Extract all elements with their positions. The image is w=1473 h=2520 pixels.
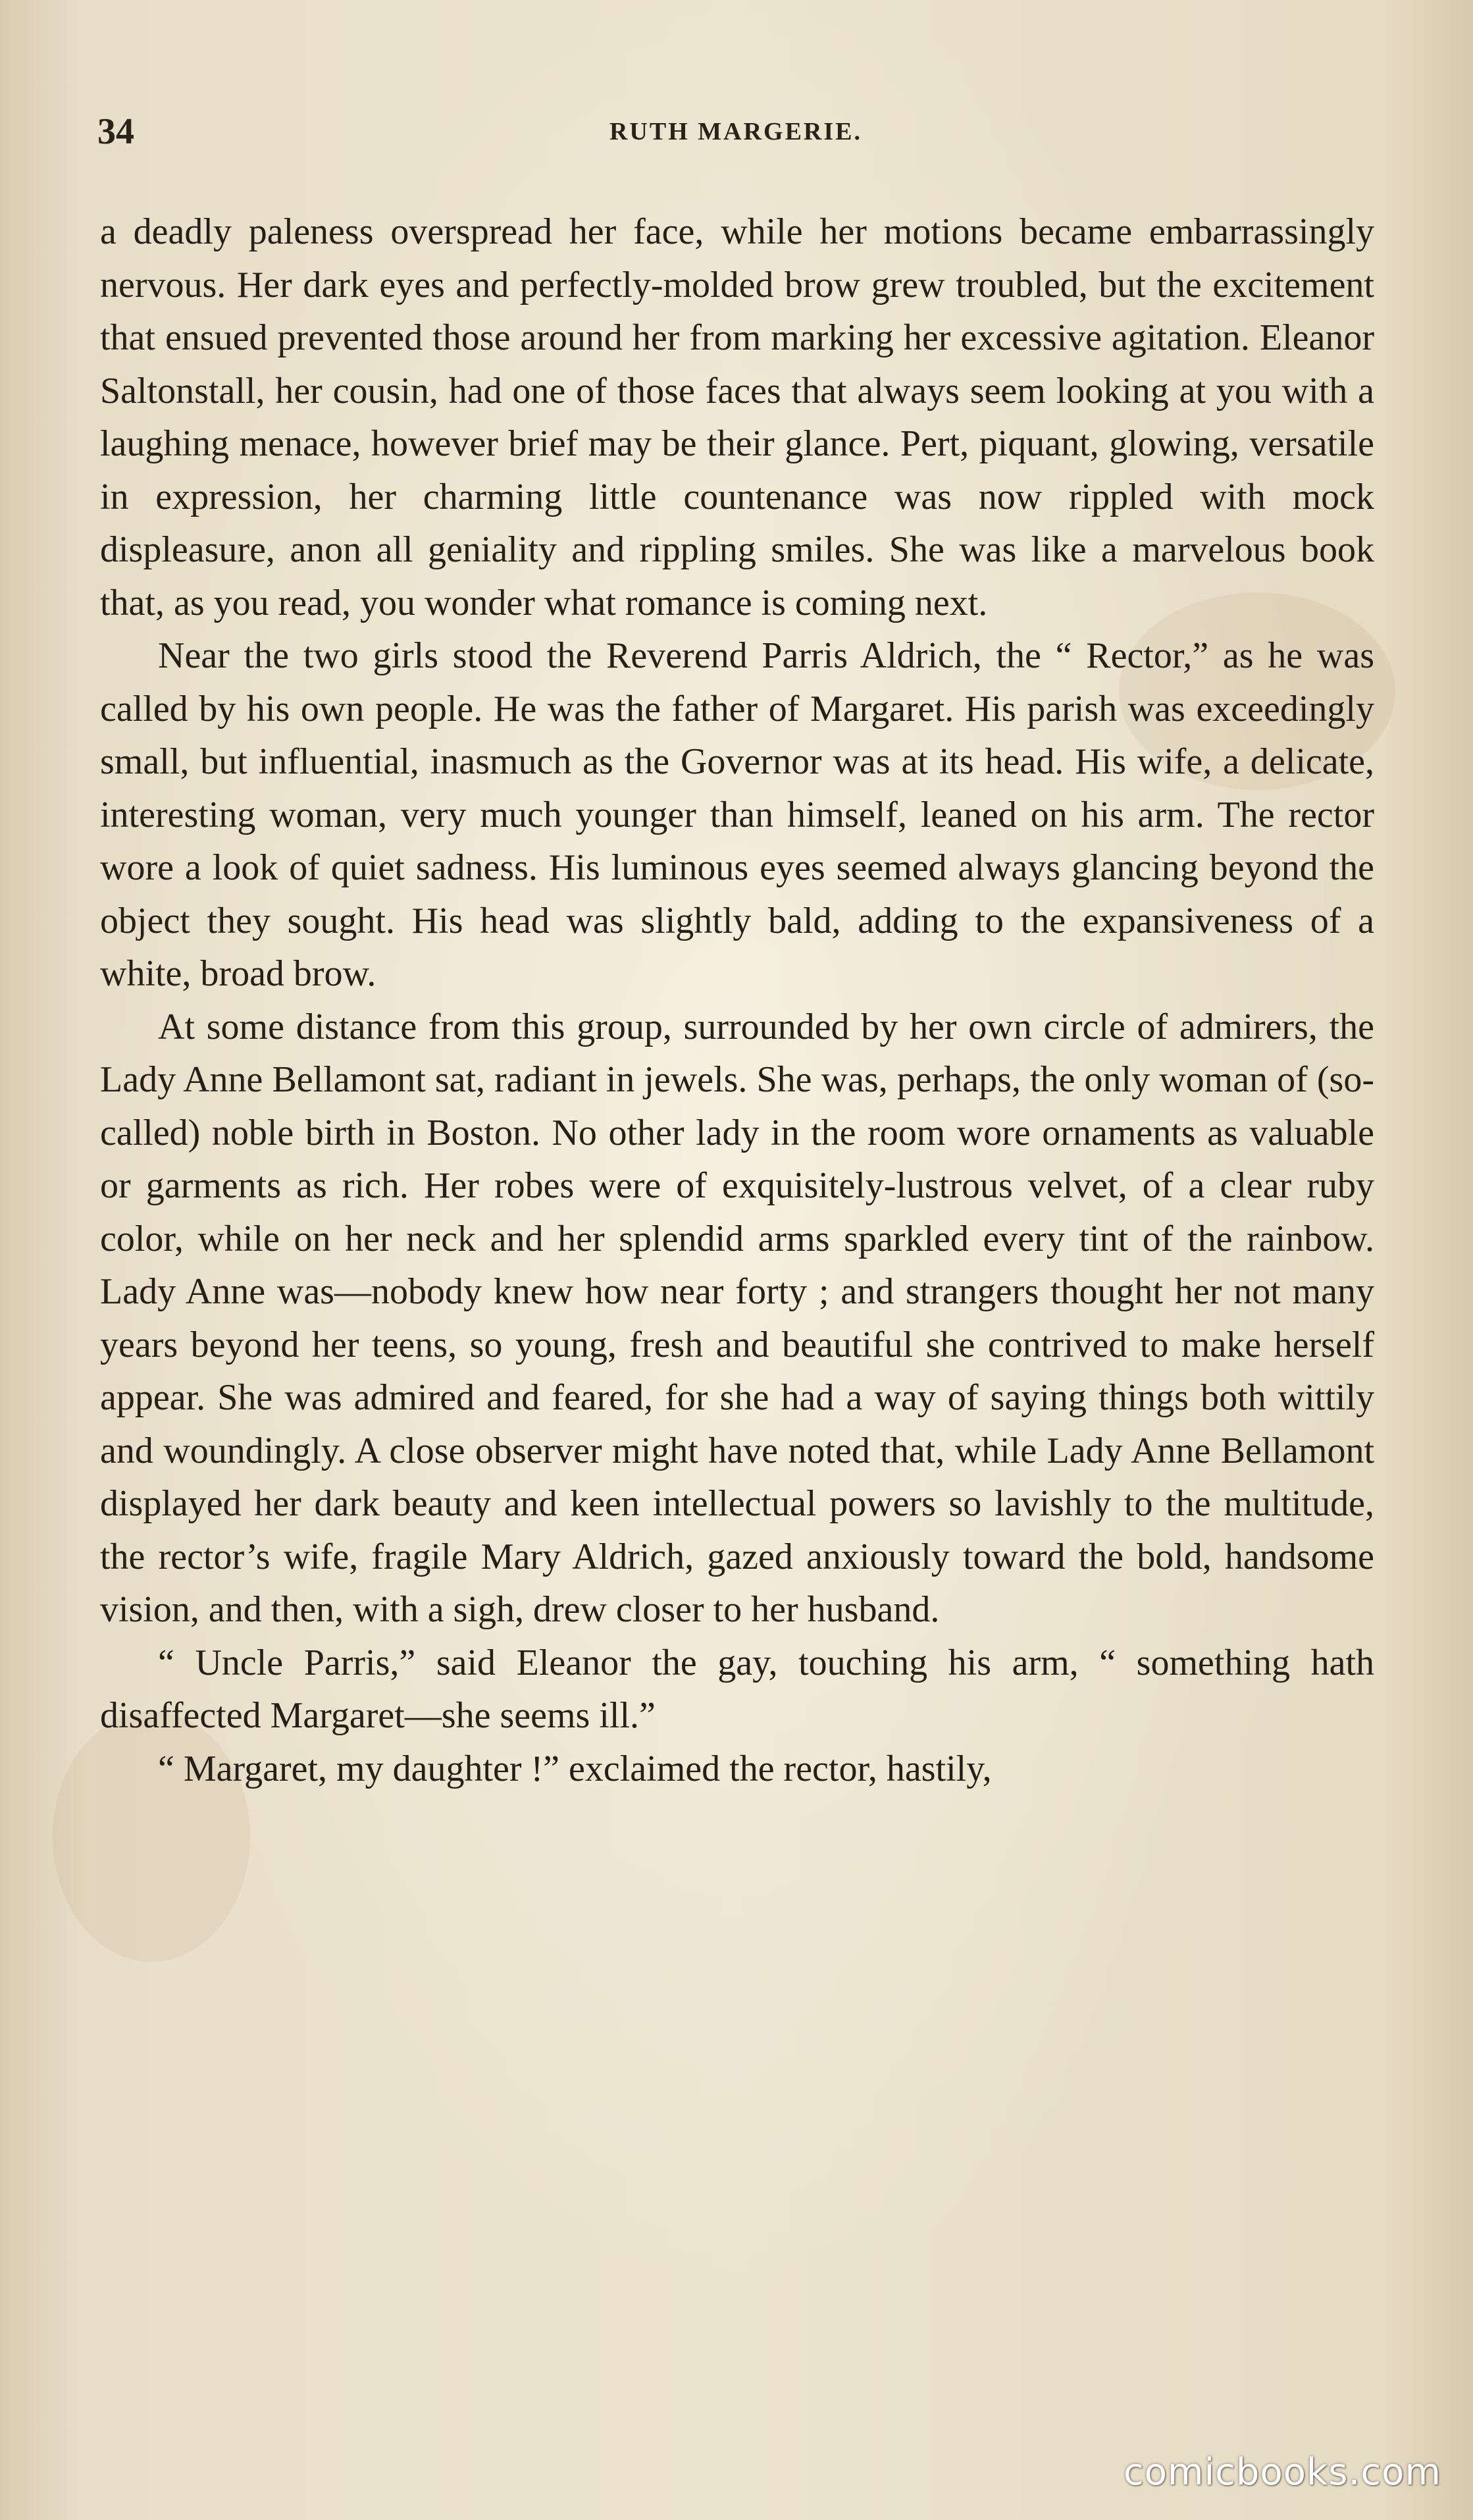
- page-number: 34: [97, 111, 134, 152]
- paragraph: “ Margaret, my daughter !” exclaimed the rector, hastily,: [158, 1748, 992, 1789]
- body-text: [100, 205, 1374, 1795]
- watermark: comicbooks.com: [1123, 2451, 1441, 2494]
- running-title: RUTH MARGERIE.: [609, 118, 863, 145]
- paragraph: “ Uncle Parris,” said Eleanor the gay, touching his arm, “ something hath disaffected Margaret—she seems ill.”: [100, 1642, 1374, 1736]
- page-header: [97, 111, 1374, 157]
- paragraph: Near the two girls stood the Reverend Parris Aldrich, the “ Rector,” as he was called by his own people. He was the father of Margaret. His parish was exceedingly small, but influential, inasmuch as the Governor was at its head. His wife, a delicate, interesting woman, very much younger than himself, leaned on his arm. The rector wore a look of quiet sadness. His luminous eyes seemed always glancing beyond the object they sought. His head was slightly bald, adding to the expansiveness of a white, broad brow.: [100, 635, 1374, 994]
- paragraph: a deadly paleness overspread her face, while her motions became embarrassingly nervous. Her dark eyes and perfectly-molded brow grew troubled, but the excitement that ensued prevented those around her from marking her excessive agitation. Eleanor Saltonstall, her cousin, had one of those faces that always seem looking at you with a laughing menace, however brief may be their glance. Pert, piquant, glowing, versatile in expression, her charming little countenance was now rippled with mock displeasure, anon all geniality and rippling smiles. She was like a marvelous book that, as you read, you wonder what romance is coming next.: [100, 211, 1374, 623]
- paragraph: At some distance from this group, surrounded by her own circle of admirers, the Lady Anne Bellamont sat, radiant in jewels. She was, perhaps, the only woman of (so-called) noble birth in Boston. No other lady in the room wore ornaments as valuable or garments as rich. Her robes were of exquisitely-lustrous velvet, of a clear ruby color, while on her neck and her splendid arms sparkled every tint of the rainbow. Lady Anne was—nobody knew how near forty ; and strangers thought her not many years beyond her teens, so young, fresh and beautiful she contrived to make herself appear. She was admired and feared, for she had a way of saying things both wittily and woundingly. A close observer might have noted that, while Lady Anne Bellamont displayed her dark beauty and keen intellectual powers so lavishly to the multitude, the rector’s wife, fragile Mary Aldrich, gazed anxiously toward the bold, handsome vision, and then, with a sigh, drew closer to her husband.: [100, 1006, 1374, 1630]
